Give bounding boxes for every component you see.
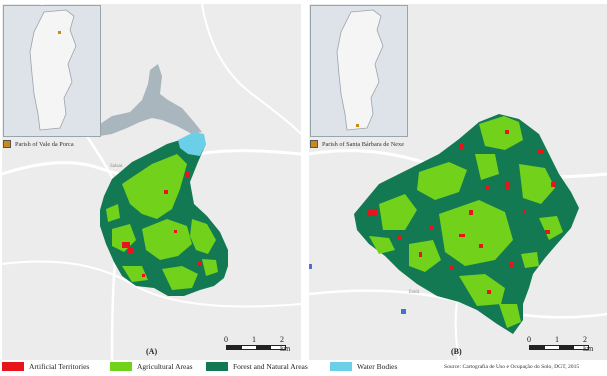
- legend-label: Water Bodies: [357, 362, 398, 371]
- forest-swatch-icon: [206, 362, 228, 371]
- legend-label: Artificial Territories: [29, 362, 90, 371]
- parish-legend-a: [3, 140, 74, 148]
- map-panel-a: [2, 4, 301, 360]
- scale-max: 2 km: [583, 335, 594, 353]
- panel-label-a: (A): [146, 347, 158, 356]
- scale-bar-a: [224, 335, 294, 353]
- parish-name: Parish of Santa Bárbara de Nexe: [322, 140, 405, 148]
- water-swatch-icon: [330, 362, 352, 371]
- town-label: Salsas: [110, 164, 123, 169]
- scale-mid: 1: [252, 335, 256, 344]
- panel-label-b: (B): [451, 347, 462, 356]
- inset-map-portugal: [310, 5, 408, 137]
- scale-bar-b: [527, 335, 597, 353]
- scale-max: 2 km: [280, 335, 291, 353]
- legend-item-agricultural: [110, 362, 193, 371]
- land-use-legend: [0, 362, 607, 376]
- legend-item-water: [330, 362, 397, 371]
- legend-item-artificial: [2, 362, 89, 371]
- map-panel-b: [309, 4, 607, 360]
- portugal-outline-icon: [4, 6, 100, 136]
- legend-item-forest: [206, 362, 308, 371]
- source-note: Source: Cartografia de Uso e Ocupação do Solo, DGT, 2015: [444, 364, 580, 370]
- parish-name: Parish of Vale da Porca: [15, 140, 74, 148]
- parish-marker-icon: [356, 124, 359, 127]
- parish-legend-b: [310, 140, 404, 148]
- portugal-outline-icon: [311, 6, 407, 136]
- road-marker-icon: [309, 264, 312, 269]
- agricultural-swatch-icon: [110, 362, 132, 371]
- town-label: Estói: [409, 290, 420, 295]
- artificial-swatch-icon: [2, 362, 24, 371]
- parish-swatch-icon: [3, 140, 11, 148]
- scale-min: 0: [527, 335, 531, 344]
- scale-mid: 1: [555, 335, 559, 344]
- parish-swatch-icon: [310, 140, 318, 148]
- inset-map-portugal: [3, 5, 101, 137]
- scale-min: 0: [224, 335, 228, 344]
- legend-label: Agricultural Areas: [137, 362, 193, 371]
- road-marker-icon: [401, 309, 406, 314]
- legend-label: Forest and Natural Areas: [233, 362, 308, 371]
- parish-marker-icon: [58, 31, 61, 34]
